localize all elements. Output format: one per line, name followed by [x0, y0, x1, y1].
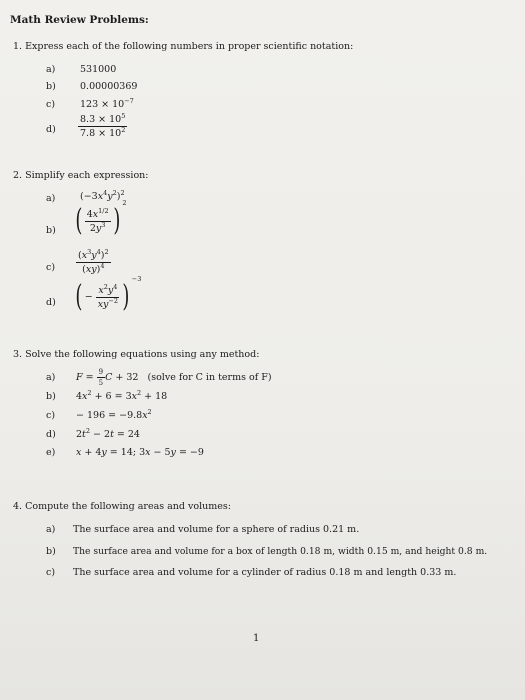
q3a-equation: F = $\frac{9}{5}$ C + 32 (solve for C in terms of F)	[76, 368, 272, 387]
q2-heading: 2. Simplify each expression:	[13, 170, 149, 181]
q4c-text: The surface area and volume for a cylinder of radius 0.18 m and length 0.33 m.	[73, 567, 457, 578]
q3e-equation: x + 4y = 14; 3x − 5y = −9	[76, 447, 204, 458]
q1d-label: d)	[46, 124, 56, 135]
page-title: Math Review Problems:	[10, 14, 149, 26]
page-number: 1	[253, 633, 260, 644]
q3d-label: d)	[46, 429, 56, 440]
q3c-label: c)	[46, 410, 56, 421]
q4b-label: b)	[46, 546, 56, 557]
q3a-label: a)	[46, 372, 56, 383]
q1b-value: 0.00000369	[80, 81, 138, 92]
q2c-expression: $\frac{(x^3y^4)^2}{(xy)^4}$	[78, 247, 109, 275]
q3-heading: 3. Solve the following equations using any method:	[13, 349, 260, 360]
q2c-label: c)	[46, 262, 56, 273]
q1a-label: a)	[46, 64, 56, 75]
q1c-value: $123 \times 10^{-7}$	[80, 96, 134, 110]
q3c-equation: − $196 = -9.8x^2$	[76, 407, 152, 421]
q4a-label: a)	[46, 524, 56, 535]
q4b-text: The surface area and volume for a box of length 0.18 m, width 0.15 m, and height 0.8 m.	[73, 546, 488, 557]
q3a-note: (solve for C in terms of F)	[147, 372, 272, 383]
q1-heading: 1. Express each of the following numbers in proper scientific notation:	[13, 41, 354, 52]
q2a-label: a)	[46, 193, 56, 204]
q4c-label: c)	[46, 567, 56, 578]
q1d-fraction: $\frac{8.3 \times 10^5}{7.8 \times 10^2}$	[80, 111, 126, 139]
q2b-label: b)	[46, 225, 56, 236]
q3b-equation: $4x^2 + 6 = 3x^2 + 18$	[76, 388, 168, 402]
q2a-expression: $(-3x^4y^2)^2$	[80, 188, 125, 202]
q1b-label: b)	[46, 81, 56, 92]
q2b-expression: ( $\frac{4x^{1/2}}{2y^3}$ ) $^2$	[75, 199, 127, 238]
q3e-label: e)	[46, 447, 56, 458]
q1a-value: 531000	[80, 64, 117, 75]
q4a-text: The surface area and volume for a sphere of radius 0.21 m.	[73, 524, 360, 535]
q2d-label: d)	[46, 297, 56, 308]
q3d-equation: $2t^2 - 2t = 24$	[76, 426, 140, 440]
q3b-label: b)	[46, 391, 56, 402]
q4-heading: 4. Compute the following areas and volumes:	[13, 501, 231, 512]
q1c-label: c)	[46, 99, 56, 110]
q2d-expression: ( − $\frac{x^2y^4}{xy^{-2}}$ ) $^{-3}$	[75, 275, 142, 314]
